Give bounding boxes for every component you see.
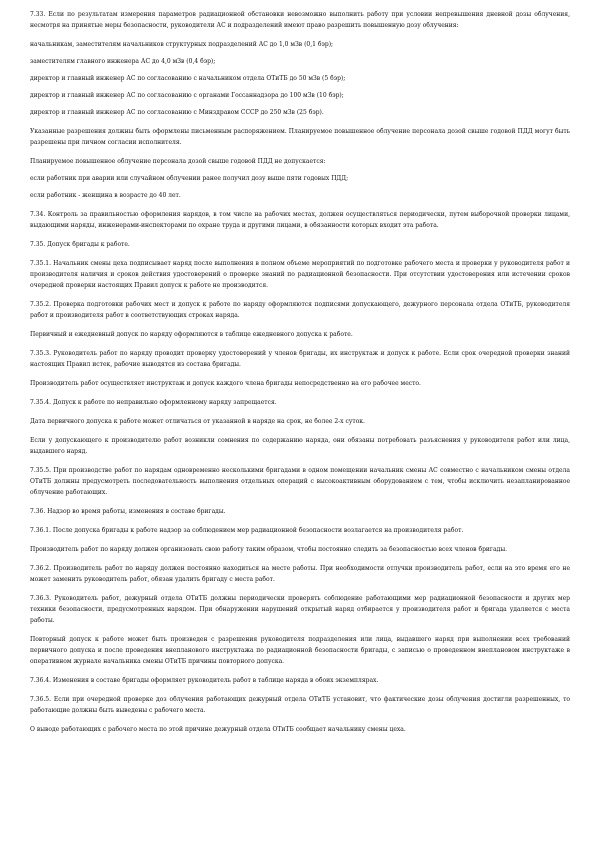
clause-7-33: 7.33. Если по результатам измерения параметров радиационной обстановки невозможно выполнить работу при условии непревышения дневной дозы облучения, несмотря на принятые меры безопасности, руководители АС и подразделений имеют право разрешить повышенную дозу облучения: xyxy=(30,11,570,29)
clause-7-35-4: 7.35.4. Допуск к работе по неправильно оформленному наряду запрещается. xyxy=(30,399,277,406)
withdrawal-report-note: О выводе работающих с рабочего места по этой причине дежурный отдела ОТиТБ сообщает начальнику смены цеха. xyxy=(30,726,406,733)
clause-7-36-2: 7.36.2. Производитель работ по наряду должен постоянно находиться на месте работы. При необходимости отлучки производитель работ, если на это время его не может заменить руководитель работ, обязан удалить бригаду с места работ. xyxy=(30,565,570,583)
dose-limit-shop-heads: начальникам, заместителям начальников структурных подразделений АС до 1,0 мЗв (0,1 бэр); xyxy=(30,41,334,48)
exposure-prohibited-intro: Планируемое повышенное облучение персонала дозой свыше годовой ПДД не допускается: xyxy=(30,158,326,165)
clause-7-35-heading: 7.35. Допуск бригады к работе. xyxy=(30,241,130,248)
clause-7-36-3: 7.36.3. Руководитель работ, дежурный отдела ОТиТБ должны периодически проверять соблюдение работающими мер радиационной безопасности и других мер техники безопасности, предусмотренных нарядом. При обнаружении нарушений открытый наряд отбирается у производителя работ и бригада удаляется с места работы. xyxy=(30,595,570,624)
dose-limit-deputy-chief-engineer: заместителям главного инженера АС до 4,0 мЗв (0,4 бэр); xyxy=(30,58,216,65)
dose-limit-otitb: директор и главный инженер АС по согласованию с начальником отдела ОТиТБ до 50 мЗв (5 бэр); xyxy=(30,75,346,82)
clause-7-35-3: 7.35.3. Руководитель работ по наряду проводит проверку удостоверений у членов бригады, их инструктаж и допуск к работе. Если срок очередной проверки знаний настоящих Правил истек, рабочие выводятся из состава бригады. xyxy=(30,350,570,368)
clause-7-36-heading: 7.36. Надзор во время работы, изменения в составе бригады. xyxy=(30,508,226,515)
clause-7-36-4: 7.36.4. Изменения в составе бригады оформляет руководитель работ в таблице наряда в обоих экземплярах. xyxy=(30,677,379,684)
doubts-note: Если у допускающего к производителю работ возникли сомнения по содержанию наряда, они обязаны потребовать разъяснения у руководителя работ или лица, выдавшего наряд. xyxy=(30,437,570,455)
clause-7-36-1: 7.36.1. После допуска бригады к работе надзор за соблюдением мер радиационной безопасности возлагается на производителя работ. xyxy=(30,527,464,534)
admission-date-note: Дата первичного допуска к работе может отличаться от указанной в наряде на срок, не более 2-х суток. xyxy=(30,418,365,425)
dose-limit-gossannadzor: директор и главный инженер АС по согласованию с органами Госсаннадзора до 100 мЗв (10 бэр); xyxy=(30,92,344,99)
written-order-note: Указанные разрешения должны быть оформлены письменным распоряжением. Планируемое повышенное облучение персонала дозой свыше годовой ПДД могут быть разрешены при личном согласии исполнителя. xyxy=(30,128,570,146)
clause-7-34: 7.34. Контроль за правильностью оформления нарядов, в том числе на рабочих местах, должен осуществляться периодически, путем выборочной проверки лицами, выдающими наряды, инженерами-инспекторами по охране труда и другими лицами, в обязанности которых входит эта работа. xyxy=(30,211,570,229)
document-page xyxy=(30,9,570,743)
exposure-prohibited-case-2: если работник - женщина в возрасте до 40 лет. xyxy=(30,192,181,199)
foreman-supervision-note: Производитель работ по наряду должен организовать свою работу таким образом, чтобы постоянно следить за безопасностью всех членов бригады. xyxy=(30,546,508,553)
daily-admission-note: Первичный и ежедневный допуск по наряду оформляются в таблице ежедневного допуска к работе. xyxy=(30,331,353,338)
clause-7-35-2: 7.35.2. Проверка подготовки рабочих мест и допуск к работе по наряду оформляются подписями допускающего, дежурного персонала отдела ОТиТБ, руководителя работ и производителя работ в соответствующих строках наряда. xyxy=(30,301,570,319)
clause-7-36-5: 7.36.5. Если при очередной проверке доз облучения работающих дежурный отдела ОТиТБ установит, что фактические дозы облучения достигли разрешенных, то работающие должны быть выведены с рабочего места. xyxy=(30,696,570,714)
exposure-prohibited-case-1: если работник при аварии или случайном облучении ранее получил дозу выше пяти годовых ПДД; xyxy=(30,175,349,182)
dose-limit-minzdrav: директор и главный инженер АС по согласованию с Минздравом СССР до 250 мЗв (25 бэр). xyxy=(30,109,324,116)
foreman-instruction-note: Производитель работ осуществляет инструктаж и допуск каждого члена бригады непосредственно на его рабочее место. xyxy=(30,380,421,387)
clause-7-35-1: 7.35.1. Начальник смены цеха подписывает наряд после выполнения в полном объеме мероприятий по подготовке рабочего места и проверки у руководителя работ и производителя наличия и сроков действия удостоверений о проверке знаний по радиационной безопасности. При отсутствии удостоверения или истечении сроков очередной проверки настоящих Правил допуск к работе не производится. xyxy=(30,260,570,289)
repeat-admission-note: Повторный допуск к работе может быть произведен с разрешения руководителя подразделения или лица, выдавшего наряд при выполнении всех требований первичного допуска и после проведения внепланового инструктажа по радиационной безопасности бригады, с записью о проведенном внеплановом инструктаже в оперативном журнале начальника смены ОТиТБ причины повторного допуска. xyxy=(30,636,570,665)
clause-7-35-5: 7.35.5. При производстве работ по нарядам одновременно несколькими бригадами в одном помещении начальник смены АС совместно с начальником смены отдела ОТиТБ должны предусмотреть последовательность выполнения отдельных операций с высокоактивным оборудованием с тем, чтобы исключить незапланированное облучение работающих. xyxy=(30,467,570,496)
